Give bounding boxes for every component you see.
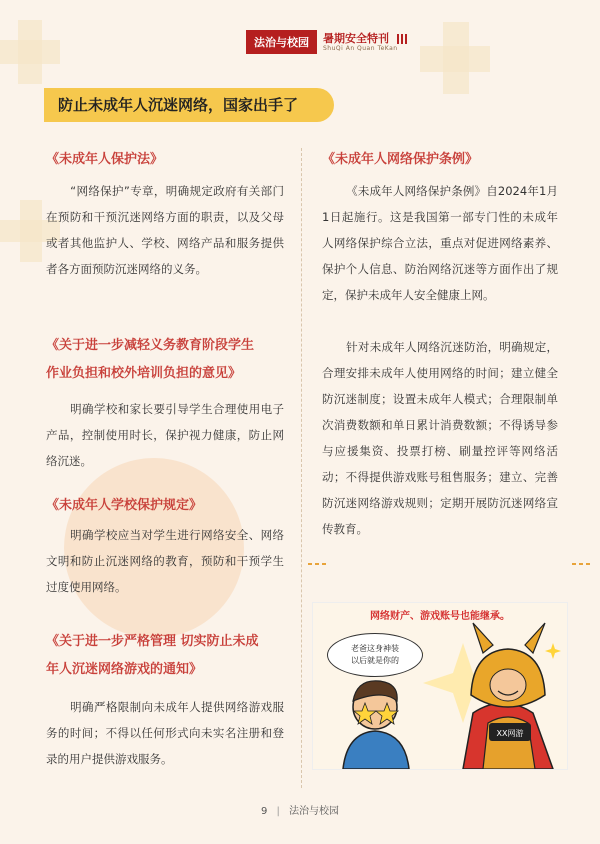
masthead-title-text: 暑期安全特刊 <box>323 31 389 45</box>
left-section-2-title-line2: 作业负担和校外培训负担的意见》 <box>46 366 242 381</box>
column-divider <box>301 148 302 788</box>
comic-drawing <box>313 603 567 769</box>
left-section-4-text: 明确严格限制向未成年人提供网络游戏服务的时间；不得以任何形式向未实名注册和登录的用户提供游戏服务。 <box>46 700 284 766</box>
masthead <box>246 30 407 54</box>
comic-caption: 网络财产、游戏账号也能继承。 <box>370 611 510 622</box>
left-section-2-title <box>46 334 296 386</box>
left-section-1-text: “网络保护”专章，明确规定政府有关部门在预防和干预沉迷网络方面的职责，以及父母或者其他监护人、学校、网络产品和服务提供者各方面预防沉迷网络的义务。 <box>46 184 284 276</box>
footer-label: 法治与校园 <box>289 806 340 817</box>
page-title: 防止未成年人沉迷网络，国家出手了 <box>44 88 334 122</box>
speech-bubble-line2: 以后就是你的 <box>351 656 399 665</box>
left-section-4-title-line1: 《关于进一步严格管理 切实防止未成 <box>46 634 259 649</box>
decorative-cross <box>18 20 42 84</box>
speech-bubble <box>327 633 423 677</box>
decorative-cross <box>443 22 469 94</box>
comic-sign: XX网游 <box>496 729 524 738</box>
right-section-1-title: 《未成年人网络保护条例》 <box>322 152 479 167</box>
speech-bubble-line1: 老爸这身神装 <box>351 644 399 653</box>
left-section-2-text: 明确学校和家长要引导学生合理使用电子产品，控制使用时长，保护视力健康，防止网络沉迷。 <box>46 402 284 468</box>
left-section-4-title <box>46 630 296 682</box>
bars-icon <box>397 34 407 44</box>
left-section-2-title-line1: 《关于进一步减轻义务教育阶段学生 <box>46 338 255 353</box>
left-section-1-title: 《未成年人保护法》 <box>46 152 164 167</box>
right-paragraph-2: 针对未成年人网络沉迷防治，明确规定，合理安排未成年人使用网络的时间；建立健全防沉迷制度；设置未成年人模式；合理限制单次消费数额和单日累计消费数额；不得诱导参与应援集资、投票打榜、刷量控评等网络活动；不得提供游戏账号租售服务；建立、完善防沉迷网络游戏规则；定期开展防沉迷网络宣传教育。 <box>322 340 558 536</box>
left-section-3-text: 明确学校应当对学生进行网络安全、网络文明和防止沉迷网络的教育，预防和干预学生过度使用网络。 <box>46 528 284 594</box>
right-paragraph-1: 《未成年人网络保护条例》自2024年1月1日起施行。这是我国第一部专门性的未成年人网络保护综合立法，重点对促进网络素养、保护个人信息、防治网络沉迷等方面作出了规定，保护未成年人安全健康上网。 <box>322 184 558 302</box>
separator-line <box>308 563 328 565</box>
footer-separator: | <box>276 806 280 817</box>
left-section-4-title-line2: 年人沉迷网络游戏的通知》 <box>46 662 203 677</box>
left-section-3-title: 《未成年人学校保护规定》 <box>46 498 203 513</box>
comic-illustration <box>312 602 568 770</box>
masthead-title <box>323 33 407 45</box>
masthead-subtitle: ShuQi An Quan TeKan <box>323 44 398 52</box>
page-footer <box>0 802 600 817</box>
masthead-brand: 法治与校园 <box>246 30 317 54</box>
page-number: 9 <box>260 806 268 817</box>
masthead-right <box>323 33 407 52</box>
decorative-cross <box>20 200 42 262</box>
separator-line <box>572 563 592 565</box>
